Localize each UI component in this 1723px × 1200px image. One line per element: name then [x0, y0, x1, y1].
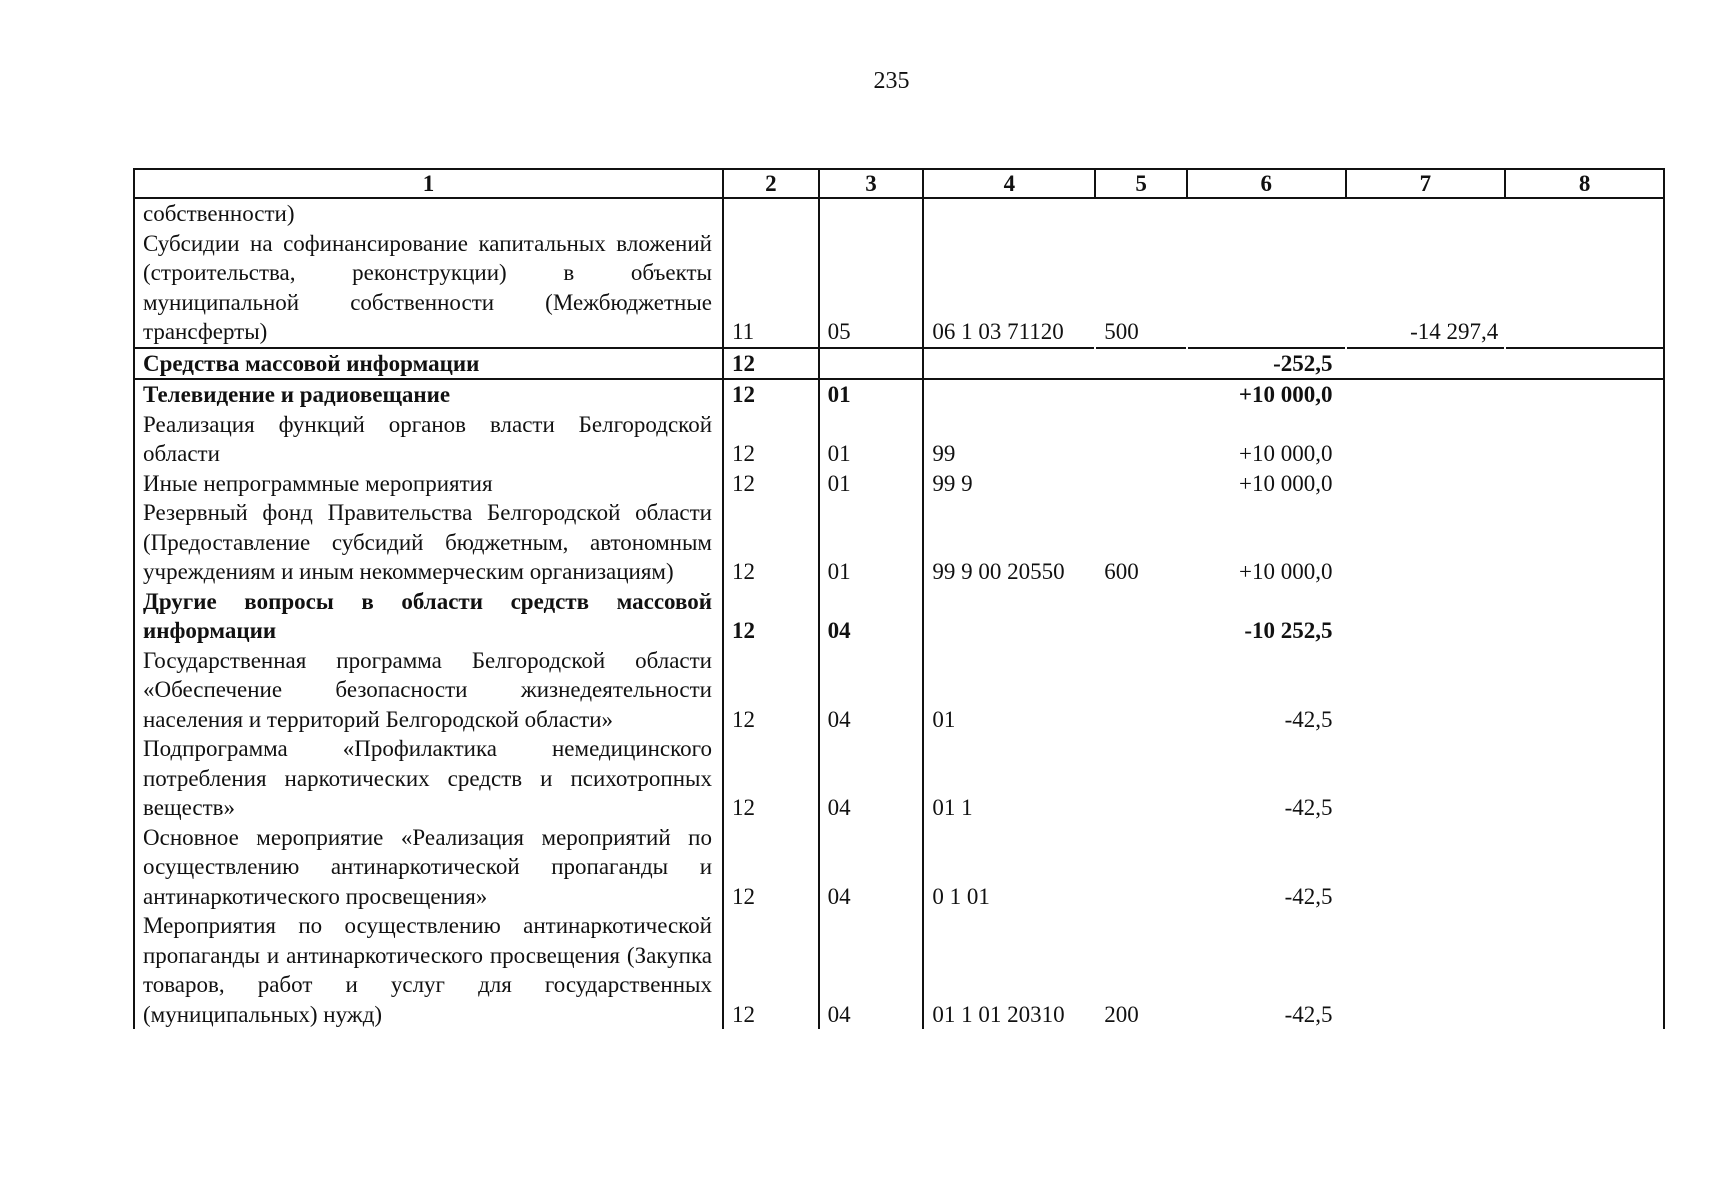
table-row	[134, 823, 1664, 912]
row-col-8	[1505, 469, 1664, 499]
row-col-6: -42,5	[1284, 1001, 1333, 1027]
table-row	[134, 198, 1664, 229]
header-col-1: 1	[134, 169, 723, 198]
row-col-4: 01 1 01 20310	[923, 911, 1095, 1029]
row-col-8	[1505, 911, 1664, 1029]
row-col-3: 04	[819, 587, 924, 646]
row-col-4	[923, 348, 1095, 380]
table-row	[134, 498, 1664, 587]
row-name: Телевидение и радиовещание	[134, 379, 723, 410]
row-col-7	[1346, 379, 1506, 410]
row-col-2: 12	[723, 469, 819, 499]
header-col-8: 8	[1505, 169, 1664, 198]
row-col-3: 01	[819, 498, 924, 587]
row-name: Государственная программа Белгородской области «Обеспечение безопасности жизнедеятельности населения и территорий Белгородской области»	[134, 646, 723, 735]
table-row	[134, 646, 1664, 735]
table-row	[134, 469, 1664, 499]
row-col-3: 04	[819, 646, 924, 735]
row-col-7	[1346, 498, 1506, 587]
row-col-5: 500	[1104, 319, 1139, 344]
row-name: собственности)	[134, 198, 723, 229]
header-row	[134, 169, 1664, 198]
table-row	[134, 229, 1664, 348]
page-number: 235	[873, 68, 910, 94]
row-col-8	[1505, 734, 1664, 823]
row-col-2: 12	[723, 734, 819, 823]
row-col-7	[1346, 587, 1506, 646]
row-col-4: 99 9 00 20550	[923, 498, 1095, 587]
header-col-6: 6	[1187, 169, 1346, 198]
row-name: Субсидии на софинансирование капитальных вложений (строительства, реконструкции) в объекты муниципальной собственности (Межбюджетные трансферты)	[134, 229, 723, 348]
row-name: Реализация функций органов власти Белгородской области	[134, 410, 723, 469]
row-col-8	[1505, 498, 1664, 587]
table-row	[134, 734, 1664, 823]
row-col-4	[923, 198, 1095, 229]
row-col-8	[1505, 646, 1664, 735]
row-col-4: 0 1 01	[923, 823, 1095, 912]
row-col-7	[1346, 198, 1506, 229]
row-col-7	[1346, 734, 1506, 823]
row-col-5: 200	[1104, 1001, 1139, 1027]
row-name: Иные непрограммные мероприятия	[134, 469, 723, 499]
row-col-2: 12	[723, 646, 819, 735]
header-col-7: 7	[1346, 169, 1506, 198]
row-col-6: -42,5	[1284, 883, 1333, 909]
row-col-7	[1346, 469, 1506, 499]
row-col-5	[1095, 348, 1187, 380]
row-col-4: 01 1	[923, 734, 1095, 823]
row-col-6: -42,5	[1284, 706, 1333, 732]
row-col-8	[1505, 823, 1664, 912]
budget-table	[133, 168, 1665, 1029]
table-row	[134, 911, 1664, 1029]
row-name: Другие вопросы в области средств массовой информации	[134, 587, 723, 646]
row-col-2: 12	[723, 498, 819, 587]
row-col-6	[1187, 229, 1346, 348]
row-col-2: 12	[723, 911, 819, 1029]
row-col-2: 12	[723, 410, 819, 469]
row-col-5	[1095, 587, 1187, 646]
row-name: Основное мероприятие «Реализация мероприятий по осуществлению антинаркотической пропаганды и антинаркотического просвещения»	[134, 823, 723, 912]
table-row	[134, 379, 1664, 410]
row-col-6: -10 252,5	[1244, 618, 1333, 643]
row-col-6: +10 000,0	[1238, 382, 1333, 407]
row-col-6: -42,5	[1284, 795, 1333, 820]
header-col-5: 5	[1095, 169, 1187, 198]
row-col-4	[923, 379, 1095, 410]
row-col-5	[1095, 379, 1187, 410]
row-name: Мероприятия по осуществлению антинаркотической пропаганды и антинаркотического просвещения (Закупка товаров, работ и услуг для государственных (муниципальных) нужд)	[134, 911, 723, 1029]
row-col-8	[1505, 410, 1664, 469]
row-col-8	[1505, 229, 1664, 348]
row-col-7	[1346, 348, 1506, 380]
row-col-8	[1505, 348, 1664, 380]
row-col-2: 12	[723, 348, 819, 380]
table-row	[134, 348, 1664, 380]
row-col-7	[1346, 823, 1506, 912]
header-col-3: 3	[819, 169, 924, 198]
row-col-4: 01	[923, 646, 1095, 735]
row-col-2: 12	[723, 379, 819, 410]
row-col-2: 12	[723, 823, 819, 912]
row-col-3	[819, 198, 924, 229]
row-col-3: 04	[819, 823, 924, 912]
row-col-2: 12	[723, 587, 819, 646]
row-col-7: -14 297,4	[1410, 319, 1499, 344]
row-col-3	[819, 348, 924, 380]
table-body	[134, 198, 1664, 1029]
row-col-6: +10 000,0	[1239, 441, 1333, 466]
row-col-3: 01	[819, 469, 924, 499]
row-col-3: 04	[819, 911, 924, 1029]
header-col-4: 4	[923, 169, 1095, 198]
row-col-5	[1095, 410, 1187, 469]
row-col-5	[1095, 469, 1187, 499]
row-col-5	[1095, 646, 1187, 735]
row-name: Средства массовой информации	[134, 348, 723, 380]
row-col-4: 99 9	[923, 469, 1095, 499]
row-col-2	[723, 198, 819, 229]
row-col-3: 01	[819, 410, 924, 469]
row-name: Резервный фонд Правительства Белгородской области (Предоставление субсидий бюджетным, автономным учреждениям и иным некоммерческим организациям)	[134, 498, 723, 587]
row-col-7	[1346, 646, 1506, 735]
row-col-8	[1505, 587, 1664, 646]
row-name: Подпрограмма «Профилактика немедицинского потребления наркотических средств и психотропных веществ»	[134, 734, 723, 823]
row-col-8	[1505, 379, 1664, 410]
table-row	[134, 587, 1664, 646]
row-col-3: 04	[819, 734, 924, 823]
row-col-4	[923, 587, 1095, 646]
row-col-4: 99	[923, 410, 1095, 469]
row-col-6	[1187, 198, 1346, 229]
table-row	[134, 410, 1664, 469]
row-col-5	[1095, 198, 1187, 229]
row-col-6: +10 000,0	[1239, 470, 1333, 496]
row-col-6: -252,5	[1187, 348, 1346, 380]
row-col-5: 600	[1104, 559, 1139, 584]
row-col-3: 05	[819, 229, 924, 348]
row-col-4: 06 1 03 71120	[923, 229, 1095, 348]
header-col-2: 2	[723, 169, 819, 198]
row-col-5	[1095, 734, 1187, 823]
row-col-5	[1095, 823, 1187, 912]
row-col-7	[1346, 410, 1506, 469]
row-col-8	[1505, 198, 1664, 229]
row-col-2: 11	[723, 229, 819, 348]
row-col-6: +10 000,0	[1239, 559, 1333, 584]
row-col-7	[1346, 911, 1506, 1029]
row-col-3: 01	[819, 379, 924, 410]
